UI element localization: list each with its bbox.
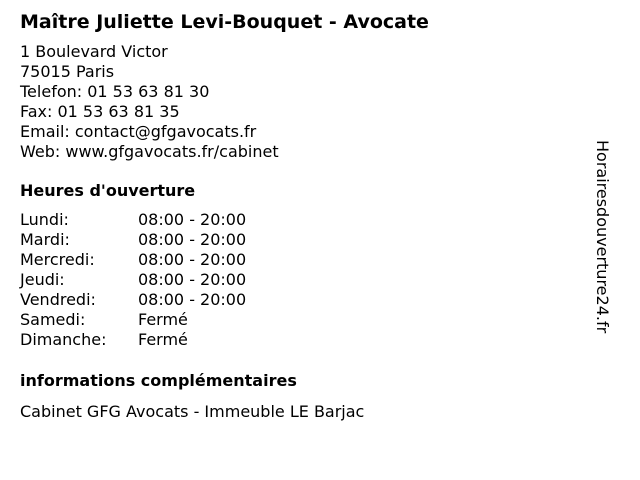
fax-number: Fax: 01 53 63 81 35 — [20, 102, 180, 121]
address-block — [20, 42, 600, 162]
hours-time: 08:00 - 20:00 — [138, 250, 247, 269]
hours-row — [20, 290, 600, 310]
opening-hours-table — [20, 210, 600, 350]
hours-row — [20, 230, 600, 250]
city-postal: 75015 Paris — [20, 62, 115, 81]
hours-row — [20, 270, 600, 290]
hours-day: Mercredi: — [20, 250, 95, 269]
hours-day: Vendredi: — [20, 290, 96, 309]
phone-number: Telefon: 01 53 63 81 30 — [20, 82, 210, 101]
additional-info-text: Cabinet GFG Avocats - Immeuble LE Barjac — [20, 402, 365, 421]
website-address: Web: www.gfgavocats.fr/cabinet — [20, 142, 279, 161]
hours-day: Jeudi: — [20, 270, 65, 289]
site-watermark: Horairesdouverture24.fr — [593, 140, 612, 334]
hours-row — [20, 210, 600, 230]
additional-info-heading: informations complémentaires — [20, 371, 297, 390]
hours-row — [20, 310, 600, 330]
hours-row — [20, 250, 600, 270]
hours-time: Fermé — [138, 310, 188, 329]
street-address: 1 Boulevard Victor — [20, 42, 168, 61]
hours-day: Samedi: — [20, 310, 86, 329]
hours-time: 08:00 - 20:00 — [138, 270, 247, 289]
hours-day: Dimanche: — [20, 330, 107, 349]
hours-time: 08:00 - 20:00 — [138, 230, 247, 249]
hours-day: Lundi: — [20, 210, 69, 229]
hours-time: 08:00 - 20:00 — [138, 290, 247, 309]
hours-row — [20, 330, 600, 350]
hours-time: 08:00 - 20:00 — [138, 210, 247, 229]
page-title: Maître Juliette Levi-Bouquet - Avocate — [20, 11, 429, 33]
opening-hours-heading: Heures d'ouverture — [20, 181, 196, 200]
business-card — [20, 10, 600, 422]
hours-time: Fermé — [138, 330, 188, 349]
email-address: Email: contact@gfgavocats.fr — [20, 122, 257, 141]
hours-day: Mardi: — [20, 230, 70, 249]
